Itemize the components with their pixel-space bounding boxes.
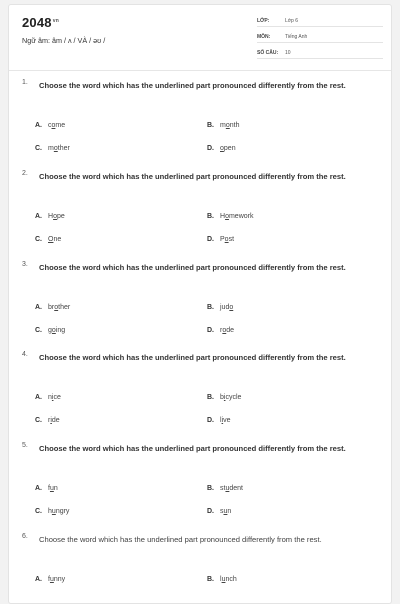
option-letter: C. (35, 417, 42, 424)
answer-option[interactable] (35, 394, 61, 401)
question-item (22, 79, 382, 167)
meta-value: Lớp 6 (285, 18, 299, 24)
word-part: n (48, 394, 52, 401)
question-item (22, 351, 382, 439)
option-word (220, 304, 233, 311)
meta-question-count (257, 46, 383, 59)
word-part: ce (53, 394, 61, 401)
underlined-sound: u (221, 576, 226, 583)
underlined-sound: i (51, 394, 54, 401)
word-part: jud (220, 304, 230, 311)
underlined-sound: o (53, 145, 58, 152)
underlined-sound: u (49, 576, 54, 583)
word-part: nth (229, 122, 240, 129)
word-part: pen (223, 145, 236, 152)
question-item (22, 533, 382, 604)
meta-value: 10 (285, 50, 291, 56)
option-word (48, 213, 65, 220)
word-part: r (48, 417, 51, 424)
answer-option[interactable] (207, 327, 234, 334)
word-part: f (48, 576, 50, 583)
option-letter: B. (207, 576, 214, 583)
underlined-sound: u (223, 508, 228, 515)
underlined-sound: o (220, 145, 224, 152)
underlined-sound: i (50, 417, 52, 424)
word-part: de (51, 417, 60, 424)
word-part: pe (56, 213, 65, 220)
word-part: de (226, 327, 235, 334)
question-item (22, 170, 382, 258)
option-letter: B. (207, 122, 214, 129)
meta-subject (257, 30, 383, 43)
answer-option[interactable] (207, 485, 243, 492)
option-word (48, 145, 70, 152)
answer-option[interactable] (35, 236, 61, 243)
option-word (48, 327, 65, 334)
word-part: ther (57, 145, 70, 152)
option-word (48, 394, 61, 401)
word-part: b (220, 394, 224, 401)
question-number: 6. (22, 533, 28, 540)
option-word (220, 213, 253, 220)
meta-value: Tiếng Anh (285, 34, 308, 40)
question-text: Choose the word which has the underlined part pronounced differently from the rest. (39, 444, 346, 453)
option-letter: C. (35, 508, 42, 515)
word-part: h (48, 508, 52, 515)
answer-option[interactable] (35, 485, 58, 492)
word-part: ther (58, 304, 71, 311)
option-letter: A. (35, 122, 42, 129)
word-part: n (227, 508, 232, 515)
question-item (22, 261, 382, 349)
word-part: dent (229, 485, 243, 492)
underlined-sound: o (225, 213, 229, 220)
option-letter: B. (207, 394, 214, 401)
answer-option[interactable] (35, 508, 69, 515)
underlined-sound: u (49, 485, 54, 492)
answer-option[interactable] (35, 122, 65, 129)
question-text: Choose the word which has the underlined part pronounced differently from the rest. (39, 535, 322, 544)
answer-option[interactable] (207, 304, 233, 311)
worksheet-subtitle: Ngữ âm: âm / ʌ / VÀ / əʊ / (22, 36, 106, 45)
option-word (48, 236, 61, 243)
answer-option[interactable] (207, 417, 231, 424)
answer-option[interactable] (35, 327, 65, 334)
word-part: n (53, 485, 58, 492)
answer-option[interactable] (207, 576, 237, 583)
word-part: r (220, 327, 223, 334)
word-part: l (220, 417, 222, 424)
answer-option[interactable] (207, 508, 231, 515)
option-letter: A. (35, 485, 42, 492)
question-number: 1. (22, 79, 28, 86)
word-part: m (48, 145, 54, 152)
option-letter: C. (35, 327, 42, 334)
answer-option[interactable] (35, 417, 60, 424)
option-letter: C. (35, 236, 42, 243)
word-part: cycle (225, 394, 242, 401)
option-letter: A. (35, 213, 42, 220)
option-letter: A. (35, 576, 42, 583)
word-part: m (220, 122, 226, 129)
option-letter: B. (207, 304, 214, 311)
word-part: c (48, 122, 52, 129)
answer-option[interactable] (35, 213, 65, 220)
option-word (48, 508, 69, 515)
option-letter: D. (207, 145, 214, 152)
answer-option[interactable] (207, 145, 236, 152)
underlined-sound: o (229, 304, 234, 311)
word-part: H (220, 213, 226, 220)
underlined-sound: o (54, 304, 59, 311)
option-word (48, 304, 70, 311)
word-part: f (48, 485, 50, 492)
word-part: ngry (55, 508, 70, 515)
underlined-sound: i (221, 417, 224, 424)
answer-option[interactable] (207, 213, 253, 220)
word-part: nny (53, 576, 66, 583)
meta-key: LỚP: (257, 18, 270, 24)
option-word (220, 122, 239, 129)
question-number: 3. (22, 261, 28, 268)
underlined-sound: u (51, 508, 56, 515)
option-word (48, 485, 58, 492)
word-part: ve (223, 417, 231, 424)
site-logo[interactable] (22, 15, 59, 30)
option-letter: D. (207, 417, 214, 424)
word-part: me (55, 122, 66, 129)
option-letter: A. (35, 394, 42, 401)
logo-text: 2048 (22, 15, 52, 30)
logo-suffix: vn (52, 17, 59, 24)
option-letter: D. (207, 236, 214, 243)
option-letter: D. (207, 508, 214, 515)
word-part: s (220, 508, 224, 515)
option-word (220, 236, 234, 243)
meta-key: MÔN: (257, 34, 271, 40)
underlined-sound: o (53, 213, 57, 220)
option-word (220, 417, 231, 424)
meta-grade (257, 14, 383, 27)
question-text: Choose the word which has the underlined part pronounced differently from the rest. (39, 353, 346, 362)
option-word (220, 576, 237, 583)
word-part: nch (225, 576, 237, 583)
answer-option[interactable] (35, 145, 70, 152)
word-part: st (228, 236, 235, 243)
option-letter: C. (35, 145, 42, 152)
word-part: mework (228, 213, 254, 220)
underlined-sound: o (222, 327, 227, 334)
option-word (48, 576, 65, 583)
underlined-sound: i (223, 394, 226, 401)
question-text: Choose the word which has the underlined part pronounced differently from the rest. (39, 263, 346, 272)
option-letter: B. (207, 213, 214, 220)
option-letter: A. (35, 304, 42, 311)
word-part: H (48, 213, 54, 220)
option-letter: D. (207, 327, 214, 334)
answer-option[interactable] (207, 394, 241, 401)
word-part: g (48, 327, 52, 334)
question-number: 5. (22, 442, 28, 449)
word-part: l (220, 576, 222, 583)
underlined-sound: o (51, 327, 56, 334)
question-number: 2. (22, 170, 28, 177)
word-part: st (220, 485, 226, 492)
answer-option[interactable] (207, 122, 239, 129)
underlined-sound: o (225, 122, 230, 129)
question-number: 4. (22, 351, 28, 358)
answer-option[interactable] (35, 304, 70, 311)
answer-option[interactable] (35, 576, 65, 583)
word-part: ing (55, 327, 66, 334)
option-word (220, 508, 231, 515)
worksheet-header (9, 5, 391, 71)
question-text: Choose the word which has the underlined part pronounced differently from the rest. (39, 81, 346, 90)
underlined-sound: O (48, 236, 54, 243)
question-text: Choose the word which has the underlined part pronounced differently from the rest. (39, 172, 346, 181)
meta-key: SỐ CÂU: (257, 50, 279, 56)
worksheet-page (8, 4, 392, 604)
word-part: br (48, 304, 55, 311)
underlined-sound: o (51, 122, 56, 129)
underlined-sound: u (225, 485, 230, 492)
word-part: ne (53, 236, 62, 243)
option-word (220, 327, 234, 334)
word-part: P (220, 236, 225, 243)
option-word (220, 145, 236, 152)
underlined-sound: o (224, 236, 229, 243)
answer-option[interactable] (207, 236, 234, 243)
question-item (22, 442, 382, 530)
option-word (220, 394, 241, 401)
option-word (48, 417, 60, 424)
option-letter: B. (207, 485, 214, 492)
option-word (220, 485, 243, 492)
option-word (48, 122, 65, 129)
